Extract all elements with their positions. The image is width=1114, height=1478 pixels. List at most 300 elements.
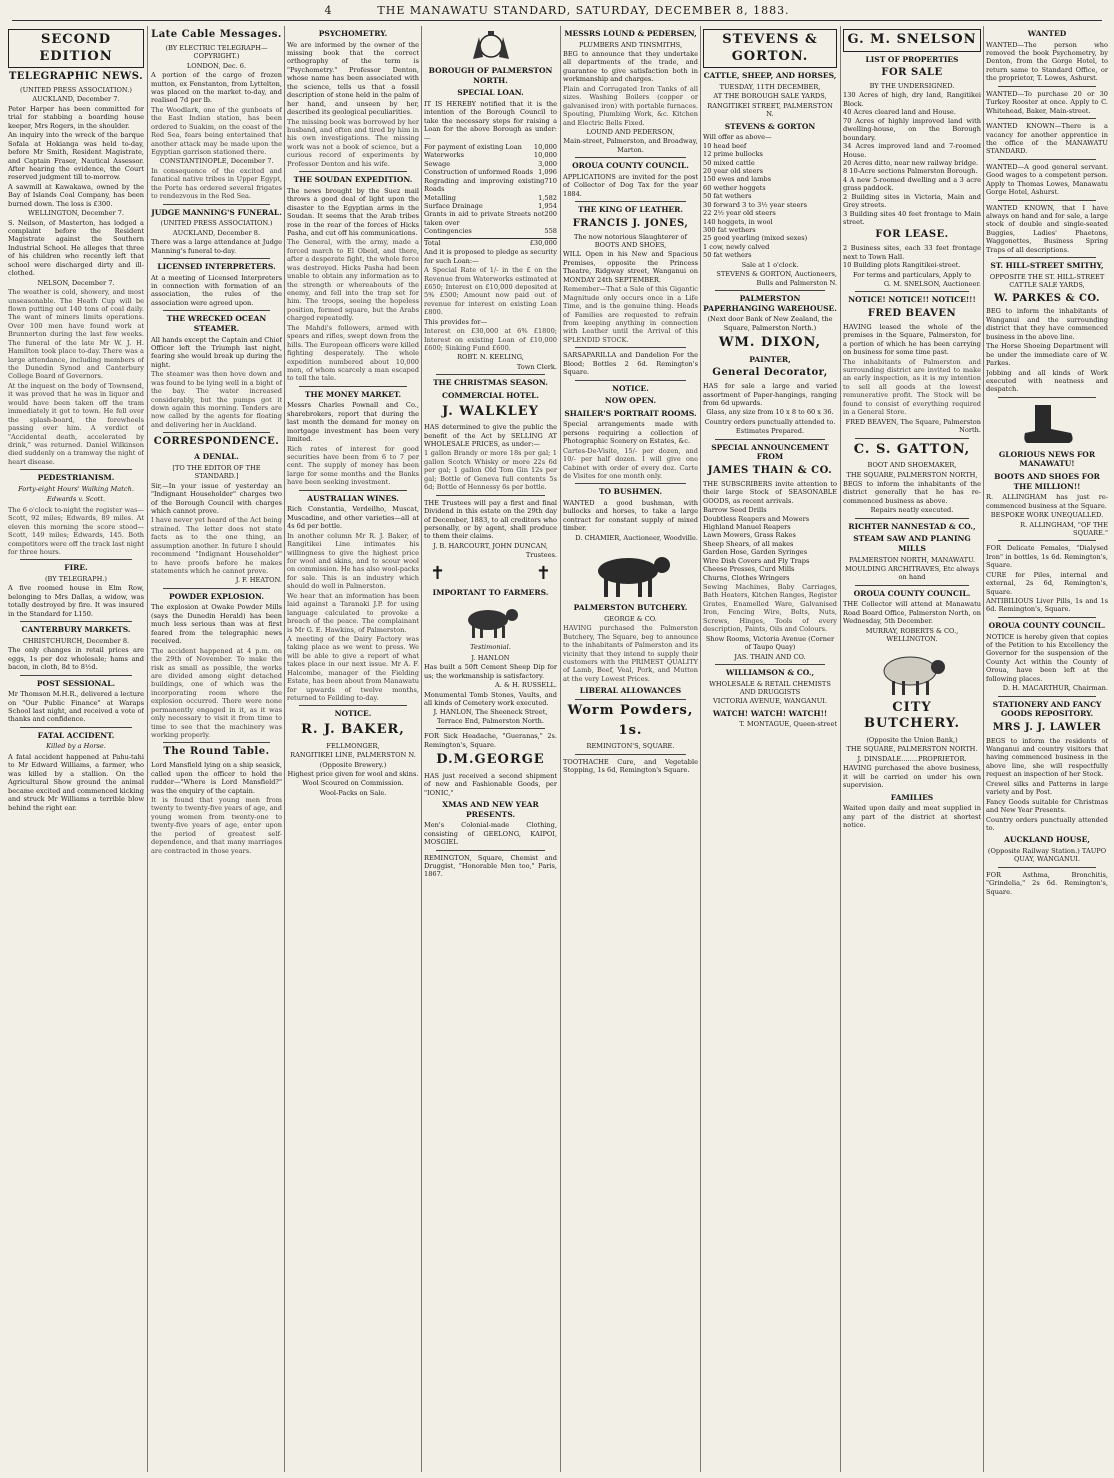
dateline: CHRISTCHURCH, December 8. xyxy=(22,636,130,645)
article-paragraph: BEG to inform the inhabitants of Wanganui and the surrounding district that they have commenced business in the above line. xyxy=(986,307,1108,341)
thain-item: Barrow Seed Drills xyxy=(703,506,767,515)
separator xyxy=(855,585,969,586)
glorious-heading: GLORIOUS NEWS FOR MANAWATU! xyxy=(998,449,1096,469)
oroua-heading: OROUA COUNTY COUNCIL. xyxy=(988,620,1106,630)
column-4 xyxy=(424,26,557,1472)
stock-item: 12 prime bullocks xyxy=(703,150,763,159)
separator xyxy=(575,754,686,755)
property-item: 34 Acres improved land and 7-roomed House. xyxy=(843,142,981,159)
wines-heading: AUSTRALIAN WINES. xyxy=(307,493,399,503)
separator xyxy=(163,258,270,259)
filler-text: A Special Rate of 1/- in the £ on the Revenue from Waterworks estimated at £650; Interest on £10,000 deposited at 5% £500; Amount now paid out of revenue for interest on existing Loan £800. xyxy=(424,266,557,317)
loan-amount: 10,000 xyxy=(533,151,557,160)
bushmen-heading: TO BUSHMEN. xyxy=(598,487,663,497)
special-heading: SPECIAL ANNOUNCEMENT FROM xyxy=(711,442,829,462)
signature: D. H. MACARTHUR, Chairman. xyxy=(1002,684,1108,693)
offer-line: Will offer as above— xyxy=(703,133,772,142)
separator xyxy=(998,200,1096,201)
loan-label: For payment of existing Loan xyxy=(424,142,522,151)
now-open-heading: NOW OPEN. xyxy=(604,396,657,406)
article-paragraph: A sawmill at Kawakawa, owned by the Bay of Islands Coal Company, has been burned down. The loss is £300. xyxy=(8,182,144,208)
separator xyxy=(998,617,1096,618)
auckland-house-heading: AUCKLAND HOUSE, xyxy=(1004,835,1090,845)
masthead-title: THE MANAWATU STANDARD, SATURDAY, DECEMBER 8, 1883. xyxy=(377,4,790,17)
editor-line: [TO THE EDITOR OF THE STANDARD.] xyxy=(172,463,261,481)
address: PALMERSTON NORTH, MANAWATU. xyxy=(848,555,976,564)
article-paragraph: Messrs Charles Pownall and Co., sharebrokers, report that during the last month the demand for money on mortgage investment has been very limited. xyxy=(287,401,419,444)
classified-ad: WANTED—To purchase 20 or 30 Turkey Rooster at once. Apply to C. Whitehead, Baker, Main-street. xyxy=(986,89,1108,115)
article-paragraph: WILL Open in his New and Spacious Premises, opposite the Princess Theatre, Ridgway street, Wanganui on MONDAY 24th SEPTEMBER. xyxy=(563,250,698,284)
separator xyxy=(20,469,132,470)
filler-text: We hear that an information has been laid against a Taranaki J.P. for using language calculated to provoke a breach of the peace. The complainant is Mr G. E. Hawkins, of Palmerston. xyxy=(287,591,419,634)
loan-row xyxy=(424,143,557,151)
article-paragraph: Special arrangements made with persons requiring a collection of Photographic Scenery on Estates, &c. xyxy=(563,420,698,446)
ad-line: MOULDING ARCHITRAVES, Etc always on hand xyxy=(844,564,980,582)
lawler-name: MRS J. J. LAWLER xyxy=(992,721,1102,733)
subheading: (BY TELEGRAPH.) xyxy=(44,574,107,583)
loan-table xyxy=(424,143,557,236)
column-divider xyxy=(700,26,701,1472)
wreck-heading: THE WRECKED OCEAN STEAMER. xyxy=(166,314,267,333)
testimonial-label: Testimonial. xyxy=(470,643,511,652)
signature: G. M. SNELSON, Auctioneer. xyxy=(883,280,981,288)
separator xyxy=(998,257,1096,258)
filler-text: The Woodlark, one of the gunboats of the East Indian station, has been ordered to Suakim, on the coast of the Red Sea, fears being entertained that another attack may be made upon the Egyptian garrison stationed there. xyxy=(151,105,282,157)
article-paragraph: Has built a 50ft Cement Sheep Dip for us; the workmanship is satisfactory. xyxy=(424,663,557,680)
address: THE SQUARE, PALMERSTON NORTH. xyxy=(846,745,978,754)
column-divider xyxy=(147,26,148,1472)
stock-item: 150 ewes and lambs xyxy=(703,175,772,184)
filler-text: Cartes-De-Visite, 15/- per dozen, and 10/- per half dozen. I will give one Cabinet with order of every doz. Carte de Visites for one month only. xyxy=(563,446,698,480)
stevens-gorton-heading: STEVENS & GORTON. xyxy=(703,29,837,68)
separator xyxy=(855,518,969,519)
loan-amount: 200 xyxy=(544,210,557,219)
thain-item: Cheese Presses, Curd Mills xyxy=(703,565,795,574)
separator xyxy=(855,291,969,292)
subheading: OPPOSITE THE ST. HILL-STREET CATTLE SALE YARDS, xyxy=(989,272,1105,290)
column-3 xyxy=(287,26,419,1472)
loan-amount: 710 xyxy=(544,176,557,185)
article-paragraph: Men's Colonial-made Clothing, consisting of GEELONG, KAIPOI, MOSGIEL xyxy=(424,821,557,847)
signature: LOUND AND PEDERSON, xyxy=(586,127,675,136)
separator xyxy=(299,490,407,491)
sheep-icon xyxy=(872,647,952,697)
filler-text: The steamer was then hove down and was found to be lying well in a bight of the bay. The water increased considerably, but the pumps got it down again this morning. Tenders are now called by the agents for floating and delivering her in Auckland. xyxy=(151,370,282,429)
property-item: 20 Acres ditto, near new railway bridge. xyxy=(843,158,979,167)
judge-heading: JUDGE MANNING'S FUNERAL. xyxy=(151,207,282,217)
lound-heading: MESSRS LOUND & PEDERSEN, xyxy=(564,29,697,38)
article-paragraph: HAVING leased the whole of the premises in the Square, Palmerston, for a portion of which he has been carrying on business for some time past. xyxy=(843,322,981,357)
subheading: The now notorious Slaughterer of BOOTS AND SHOES, xyxy=(574,232,687,250)
column-7 xyxy=(843,26,981,1472)
signature-title: Town Clerk. xyxy=(516,362,557,371)
stock-item: 10 head beef xyxy=(703,141,747,150)
filler-text: Rich rates of interest for good securities have been from 6 to 7 per cent. The supply of money has been large for some months and the Banks have been seeking investment. xyxy=(287,444,419,487)
stationery-heading: STATIONERY AND FANCY GOODS REPOSITORY. xyxy=(992,699,1102,719)
article-paragraph: Monumental Tomb Stones, Vaults, and all kinds of Cemetery work executed. xyxy=(424,690,557,707)
thain-item: Sheep Shears, of all makes xyxy=(703,539,794,548)
stock-item: 50 fat wethers xyxy=(703,251,752,260)
article-paragraph: An inquiry into the wreck of the barque Sofala at Hokianga was held to-day, before Mr Smith, Resident Magistrate, and Captain Fraser, Nautical Assessor. After hearing the evidence, the Court reserved judgment till to-morrow. xyxy=(8,131,144,182)
thain-item: Churns, Clothes Wringers xyxy=(703,573,790,582)
address: VICTORIA AVENUE, WANGANUI. xyxy=(712,697,828,706)
separator xyxy=(436,374,545,375)
special-loan-heading: SPECIAL LOAN. xyxy=(457,88,524,98)
stock-item: 300 fat wethers xyxy=(703,226,756,234)
fire-heading: FIRE. xyxy=(64,563,88,573)
fatal-heading: FATAL ACCIDENT. xyxy=(37,730,115,740)
trade: BOOT AND SHOEMAKER, xyxy=(867,461,957,470)
article-paragraph: The Horse Shoeing Department will be under the immediate care of W. Parkes. xyxy=(986,342,1108,368)
article-paragraph: BEGS to inform the residents of Wanganui and country visitors that having commenced business in the above line, she will respectfully request an inspection of her Stock. xyxy=(986,736,1108,779)
ad-line: BESPOKE WORK UNEQUALLED. xyxy=(990,511,1104,520)
property-item: 70 Acres of highly improved land with dwelling-house, on the Borough boundary. xyxy=(843,116,981,142)
signature: A. & H. RUSSELL. xyxy=(495,681,557,690)
loan-row xyxy=(424,202,557,210)
separator xyxy=(575,201,686,202)
notice-heading: NOTICE. xyxy=(334,709,372,719)
loan-label: Contingencies xyxy=(424,227,472,236)
interpreters-heading: LICENSED INTERPRETERS. xyxy=(157,262,276,272)
filler-text: The 6 o'clock to-night the register was—Scott, 92 miles; Edwards, 89 miles. At eleven this morning the score stood—Scott, 149 miles; Edwards, 145. Both competitors were off the track last night for three hours. xyxy=(8,505,144,556)
address: J. HANLON, The Sheeneck Street, Terrace End, Palmerston North. xyxy=(433,708,548,725)
ad-line: Country orders punctually attended to. xyxy=(704,417,836,426)
separator xyxy=(299,705,407,706)
article-paragraph: BEGS to inform the inhabitants of the district generally that he has re-commenced business as above. xyxy=(843,480,981,505)
filler-text: HAVING purchased the Palmerston Butchery, The Square, beg to announce to the inhabitants of Palmerston and its vicinity that they intend to supply their customers with the PRIMEST QUALITY of Lamb, Beef, Veal, Pork, and Mutton at the very Lowest Prices. xyxy=(563,624,698,683)
ad-paragraph: FOR Asthma, Bronchitis, "Grindelia," 2s 6d. Remington's, Square. xyxy=(986,870,1108,896)
thain-name: JAMES THAIN & CO. xyxy=(707,464,833,476)
lease-item: 2 Business sites, each 33 feet frontage next to Town Hall. xyxy=(843,244,981,261)
article-paragraph: HAS for sale a large and varied assortment of Paper-hangings, ranging from 6d upwards. xyxy=(703,382,837,408)
article-paragraph: BEG to announce that they undertake all departments of the trade, and guarantee to give satisfaction both in workmanship and charges. xyxy=(563,50,698,84)
sale-time: Sale at 1 o'clock. xyxy=(741,260,799,269)
subheading: BY THE UNDERSIGNED. xyxy=(869,82,955,91)
psychometry-heading: PSYCHOMETRY. xyxy=(318,29,388,38)
proprietor: J. DINSDALE........PROPRIETOR. xyxy=(857,754,967,763)
separator xyxy=(436,495,545,496)
presents-heading: XMAS AND NEW YEAR PRESENTS. xyxy=(442,800,539,819)
second-edition-heading: SECOND EDITION xyxy=(8,29,144,68)
property-item: 8 10-Acre sections Palmerston Borough. xyxy=(843,167,978,176)
sale-date: TUESDAY, 11TH DECEMBER, xyxy=(719,82,821,91)
article-paragraph: HAS determined to give the public the benefit of the Act by SELLING AT WHOLESALE PRICES, as under:— xyxy=(424,423,557,449)
bull-icon xyxy=(456,600,526,640)
loan-total: £30,000 xyxy=(529,238,557,247)
ad-line: Country orders punctually attended to. xyxy=(986,815,1108,832)
dateline: LONDON, Dec. 6. xyxy=(186,61,247,70)
ad-line: Estimates Prepared. xyxy=(735,427,805,436)
article-paragraph: At a meeting of Licensed Interpreters in connection with formation of an association, the rules of the association were agreed upon. xyxy=(151,273,282,307)
denial-heading: A DENIAL. xyxy=(194,452,239,462)
article-paragraph: Jobbing and all kinds of Work executed with neatness and despatch. xyxy=(986,368,1108,394)
ad-paragraph: ANTIBILIOUS Liver Pills, 1s and 1s 6d. Remington's, Square. xyxy=(986,597,1108,614)
boots-heading: BOOTS AND SHOES FOR THE MILLION!! xyxy=(994,472,1100,491)
article-paragraph: S. Neilson, of Masterton, has lodged a complaint before the Resident Magistrate against the Southern Industrial School. He alleges that three of his children who recently left that school were discharged dirty and ill-clothed. xyxy=(8,218,144,278)
farmers-heading: IMPORTANT TO FARMERS. xyxy=(432,587,549,597)
separator xyxy=(299,386,407,387)
signature: JAS. THAIN AND CO. xyxy=(734,652,806,661)
address: REMINGTON'S, SQUARE. xyxy=(586,742,675,751)
thain-item: Lawn Mowers, Grass Rakes xyxy=(703,531,796,540)
article-paragraph: The only changes in retail prices are eggs, 1s per doz wholesale; hams and bacon, in cloth, 8d to 8½d. xyxy=(8,646,144,672)
signature: T. MONTAGUE, Queen-street xyxy=(739,720,837,729)
stock-item: 1 cow, newly calved xyxy=(703,242,770,251)
dateline: AUCKLAND, December 8. xyxy=(172,228,261,237)
separator xyxy=(575,483,686,484)
loan-total-label: Total xyxy=(424,238,441,247)
column-divider xyxy=(560,26,561,1472)
address: THE SQUARE, PALMERSTON NORTH, xyxy=(846,470,978,479)
article-paragraph: Lord Mansfield lying on a ship seasick, called upon the officer to hold the rudder—"Where is Lord Mansfield?" was the enquiry of the captain. xyxy=(151,761,282,795)
ad-line: Wool-Packs on Sale. xyxy=(319,788,387,797)
masthead-rule xyxy=(12,20,1102,21)
signature: ROBT. N. KEELING, xyxy=(457,353,524,362)
stock-item: 20 year old steers xyxy=(703,166,764,175)
separator xyxy=(998,159,1096,160)
separator xyxy=(575,157,686,158)
loan-amount: 558 xyxy=(544,227,557,236)
masthead xyxy=(0,4,1114,17)
trade: FELLMONGER, xyxy=(326,741,380,750)
column-divider xyxy=(284,26,285,1472)
separator xyxy=(998,696,1096,697)
filler-text: I have never yet heard of the Act being strained. The letter does not state facts as to the one thing, an assumption another. In future I should recommend "Indignant Householder" to have proofs before he makes statements which he cannot prove. xyxy=(151,516,282,575)
article-paragraph: The news brought by the Suez mail throws a good deal of light upon the disaster to the Egyptian arms in the Soudan. It seems that the Arab tribes rose in the rear of the forces of Hicks Pasha, and cut off his communications. xyxy=(287,186,419,237)
commercial-hotel-heading: COMMERCIAL HOTEL. xyxy=(441,390,540,400)
filler-text: Sewing Machines, Baby Carriages, Bath Heaters, Kitchen Ranges, Register Grates, Enamelled Ware, Galvanised Iron, Fencing Wire, Bolts, Nuts, Screws, Hinges, Tools of every description, Paints, Oils and Colours. xyxy=(703,583,837,634)
stock-item: 60 wether hoggets xyxy=(703,183,766,192)
ad-line: Fancy Goods suitable for Christmas and New Year Presents. xyxy=(986,797,1108,815)
loan-label: Grants in aid to private Streets not taken over xyxy=(424,210,545,227)
loan-row xyxy=(424,194,557,202)
signature: J. F. HEATON. xyxy=(235,576,282,585)
separator xyxy=(715,664,825,665)
smithy-heading: ST. HILL-STREET SMITHY, xyxy=(990,261,1104,271)
thain-list xyxy=(703,506,837,582)
separator xyxy=(436,850,545,851)
subheading: (UNITED PRESS ASSOCIATION.) xyxy=(160,219,273,228)
classified-ad: WANTED—The person who removed the book Psychometry, by Denton, from the Gorge Hotel, to return same to Standard Office, or the proprietor, T. Lowes, Ashurst. xyxy=(986,40,1108,83)
address: Show Rooms, Victoria Avenue (Corner of Taupo Quay) xyxy=(705,634,835,652)
painter-label: PAINTER, xyxy=(749,354,791,364)
thain-item: Highland Manuel Reapers xyxy=(703,522,791,531)
ad-line: Highest price given for wool and skins. xyxy=(287,769,419,778)
article-paragraph: NOTICE is hereby given that copies of the Petition to his Excellency the Governor for the suspension of the County Act within the County of Oroua, have been left at the following places. xyxy=(986,632,1108,683)
loan-row xyxy=(424,227,557,235)
classified-ad: WANTED KNOWN—There is a vacancy for another apprentice in the office of the MANAWATU STANDARD. xyxy=(986,122,1108,156)
separator xyxy=(299,171,407,172)
filler-text: Plain and Corrugated Iron Tanks of all sizes. Washing Boilers (copper or galvanised iron) with portable furnaces. Spouting, Plumbing Work, &c. Kitchen and Electric Bells Fixed. xyxy=(563,84,698,127)
subheading: (Opposite the Union Bank,) xyxy=(866,735,958,744)
separator xyxy=(163,742,270,743)
borough-heading: BOROUGH OF PALMERSTON NORTH. xyxy=(428,66,553,85)
trustees-label: Trustees. xyxy=(525,551,557,560)
separator xyxy=(436,728,545,729)
address: (Opposite Brewery.) xyxy=(319,760,387,769)
article-paragraph: Rich Constantia, Verdeilho, Muscat, Muscadine, and other varieties—all at 4s 6d per bottle. xyxy=(287,505,419,531)
families-heading: FAMILIES xyxy=(890,792,934,802)
xmas-heading: THE CHRISTMAS SEASON. xyxy=(433,378,548,388)
separator xyxy=(20,675,132,676)
loan-label: Surface Drainage xyxy=(424,202,483,211)
ad-paragraph: FOR Sick Headache, "Gueranas," 2s. Remington's, Square. xyxy=(424,732,557,749)
column-1 xyxy=(8,26,144,1472)
king-heading: THE KING OF LEATHER. xyxy=(578,205,683,215)
press-assoc: (UNITED PRESS ASSOCIATION.) xyxy=(20,86,132,95)
stock-item: 30 forward 3 to 3½ year steers xyxy=(703,200,807,209)
subheading: Edwards v. Scott. xyxy=(46,495,106,504)
classified-ad: WANTED—A good general servant. Good wages to a competent person. Apply to Thomas Lowes, Manawatu Gorge Hotel, Ashurst. xyxy=(986,162,1108,197)
telegraphic-news-heading: TELEGRAPHIC NEWS. xyxy=(8,71,144,83)
loan-amount: 1,582 xyxy=(538,193,557,202)
notice-heading: NOTICE. xyxy=(612,383,649,393)
address: (Next door Bank of New Zealand, the Square, Palmerston North.) xyxy=(707,315,833,332)
column-divider xyxy=(840,26,841,1472)
separator xyxy=(163,310,270,311)
article-paragraph: WANTED a good bushman, with bullocks and horses, to take a large contract for constant supply of mixed timber. xyxy=(563,499,698,533)
trade: WHOLESALE & RETAIL CHEMISTS AND DRUGGISTS xyxy=(709,679,831,696)
sg-name: STEVENS & GORTON xyxy=(724,121,816,131)
filler-text: At the inquest on the body of Townsend, it was proved that he was in liquor and would have been taken off the tram immediately it got to town. He fell over the splash-board, the forewheels passing over him. A verdict of "Accidental death, accelerated by drink," was returned. Daniel Wilkinson died suddenly on a tramway the night of heart disease. xyxy=(8,381,144,466)
filler-text: The General, with the army, made a forced march to El Obeid, and there, after a desperate fight, the whole force was destroyed. Hicks Pasha had been unable to obtain any information as to the strength or whereabouts of the enemy, and fell into the trap set for him. The troops, seeing the hopeless position, formed square, but the Arabs charged repeatedly. xyxy=(287,238,419,323)
properties-list xyxy=(843,91,981,226)
watch-heading: WATCH! WATCH! WATCH!! xyxy=(712,708,828,718)
richter-name: RICHTER NANNESTAD & CO., xyxy=(848,521,976,531)
column-divider xyxy=(421,26,422,1472)
oroua-heading: OROUA COUNTY COUNCIL. xyxy=(572,161,689,171)
column-5 xyxy=(563,26,698,1472)
separator xyxy=(20,559,132,560)
loan-label: Construction of unformed Roads xyxy=(424,168,533,177)
pedestrianism-heading: PEDESTRIANISM. xyxy=(37,473,115,483)
article-paragraph: THE Trustees will pay a first and final Dividend in this estate on the 29th day of December, 1883, to all creditors who personally, or by agent, shall produce to them their claims. xyxy=(424,498,557,541)
ad-paragraph: TOOTHACHE Cure, and Vegetable Stopping, 1s 6d, Remington's Square. xyxy=(563,757,698,775)
royal-crest-icon xyxy=(469,29,513,63)
paperhanging-heading: PALMERSTON PAPERHANGING WAREHOUSE. xyxy=(703,294,837,313)
article-paragraph: IT IS HEREBY notified that it is the intention of the Borough Council to take the necessary steps for raising a Loan for the above Borough as under:— xyxy=(424,99,557,142)
separator xyxy=(575,380,686,381)
article-paragraph: A portion of the cargo of frozen mutton, ex Fenstanton, from Lyttelton, was placed on the market to-day, and realised 7d per lb. xyxy=(151,71,282,105)
provides: This provides for— xyxy=(424,317,488,326)
cable-heading: Late Cable Messages. xyxy=(151,29,282,40)
loan-label: Regrading and improving existing Roads xyxy=(424,176,545,194)
loan-amount: 1,954 xyxy=(538,202,557,211)
filler-text: Interest on £30,000 at 6% £1800; Interest on existing Loan of £10,000 £600; Sinking Fund £600. xyxy=(424,327,557,353)
article-paragraph: A five roomed house in Elm Row, belonging to Mrs Dallas, a widow, was totally destroyed by fire. It was insured in the Standard for L150. xyxy=(8,584,144,618)
separator xyxy=(163,204,270,205)
article-paragraph: R. ALLINGHAM has just re-commenced business at the Square. xyxy=(986,493,1108,510)
dateline: CONSTANTINOPLE, December 7. xyxy=(159,157,274,166)
article-paragraph: THE Collector will attend at Manawatu Road Board Office, Palmerston North, on Wednesday, 5th December. xyxy=(843,600,981,626)
property-item: 2 Building sites in Victoria, Main and Grey streets. xyxy=(843,192,981,210)
snelson-heading: G. M. SNELSON xyxy=(843,29,981,52)
loan-row xyxy=(424,177,557,194)
column-6 xyxy=(703,26,837,1472)
stock-item: 22 2½ year old steers xyxy=(703,209,776,218)
separator xyxy=(163,432,270,433)
parkes-name: W. PARKES & CO. xyxy=(993,292,1101,304)
worm-price: 1s. xyxy=(618,722,643,738)
ad-paragraph: SARSAPARILLA and Dandelion For the Blood; Bottles 2 6d. Remington's Square. xyxy=(563,351,698,377)
ad-line: Glass, any size from 10 x 8 to 60 x 36. xyxy=(706,408,834,417)
filler-text: Remember—That a Sale of this Gigantic Magnitude only occurs once in a Life Time, and is the genuine thing. Heads of Families are requested to refrain from keeping anything in connection with Leather until the Arrival of this SPLENDID STOCK. xyxy=(563,285,698,344)
round-table-heading: The Round Table. xyxy=(163,746,270,758)
notice-heading: NOTICE! NOTICE!! NOTICE!!! xyxy=(848,295,976,305)
classified-ad: WANTED KNOWN, that I have always on hand and for sale, a large stock of double and single-seated Buggies, Ladies' Phaetons, Waggonettes, Business Spring Traps of all descriptions. xyxy=(986,203,1108,254)
address: RANGITIKEI LINE, PALMERSTON N. xyxy=(290,751,416,760)
signature: R. ALLINGHAM, "OF THE SQUARE." xyxy=(1020,520,1108,537)
cross-icon: ✝ xyxy=(430,562,446,584)
stock-heading: CATTLE, SHEEP, AND HORSES, xyxy=(703,71,837,81)
article-paragraph: HAVING purchased the above business, it will be carried on under his own supervision. xyxy=(843,764,981,790)
dixon-name: WM. DIXON, xyxy=(718,335,822,351)
article-paragraph: HAS just received a second shipment of new and Fashionable Goods, per "IONIC," xyxy=(424,771,557,797)
money-market-heading: THE MONEY MARKET. xyxy=(304,389,402,399)
article-paragraph: Peter Harper has been committed for trial for stabbing a boarding house keeper, Mrs Rogers, in the shoulder. xyxy=(8,104,144,130)
address: Main-street, Palmerston, and Broadway, Marton. xyxy=(563,137,698,154)
properties-heading: LIST OF PROPERTIES xyxy=(865,54,959,64)
page-number: 4 xyxy=(324,4,333,17)
article-paragraph: THE SUBSCRIBERS invite attention to their large Stock of SEASONABLE GOODS, as recent arrivals. xyxy=(703,479,837,505)
column-2 xyxy=(151,26,282,1472)
lease-heading: FOR LEASE. xyxy=(875,229,949,241)
article-paragraph: Sir,—In your issue of yesterday an "Indignant Householder" charges two of the Borough Council with charges which cannot prove. xyxy=(151,481,282,515)
property-item: 3 Building sites 40 feet frontage to Main street. xyxy=(843,209,981,227)
separator xyxy=(998,867,1096,868)
signature: STEVENS & GORTON, Auctioneers, Bulls and Palmerston N. xyxy=(716,270,837,287)
lease-item: 10 Building plots Rangitikei-street. xyxy=(843,261,961,270)
filler-text: In another column Mr R. J. Baker, of Rangitikei Line intimates his willingness to give the highest price for wool and skins, and to scour wool on commission. He has also wool-packs for sale. This is an industry which should do well in Palmerston. xyxy=(287,531,419,591)
beaven-name: FRED BEAVEN xyxy=(867,308,957,320)
gatton-name: C. S. GATTON, xyxy=(853,441,971,457)
shailer-heading: SHAILER'S PORTRAIT ROOMS. xyxy=(564,408,697,418)
article-paragraph: All hands except the Captain and Chief Officer left the Triumph last night, fearing she would break up during the night. xyxy=(151,335,282,369)
dateline: NELSON, December 7. xyxy=(37,278,115,287)
article-paragraph: And it is proposed to pledge as security for such Loan:— xyxy=(424,248,557,265)
correspondence-heading: CORRESPONDENCE. xyxy=(153,436,280,448)
powder-heading: POWDER EXPLOSION. xyxy=(168,591,265,601)
george-name: GEORGE & CO. xyxy=(604,614,657,623)
separator xyxy=(20,727,132,728)
ad-paragraph: CURE for Piles, internal and external, 2s 6d, Remington's, Square. xyxy=(986,570,1108,596)
article-paragraph: There was a large attendance at Judge Manning's funeral to-day. xyxy=(151,238,282,255)
canterbury-heading: CANTERBURY MARKETS. xyxy=(21,625,131,635)
loan-amount: 3,000 xyxy=(538,159,557,168)
separator xyxy=(998,118,1096,119)
hanlon-name: J. HANLON xyxy=(471,653,510,662)
decorator-label: General Decorator, xyxy=(712,367,828,379)
thain-item: Doubtless Reapers and Mowers xyxy=(703,514,810,523)
cattle-icon xyxy=(586,545,676,600)
separator xyxy=(715,290,825,291)
thain-item: Wire Dish Covers and Fly Traps xyxy=(703,556,810,565)
loan-row xyxy=(424,151,557,159)
subheading: Forty-eight Hours' Walking Match. xyxy=(18,484,134,493)
loan-label: Sewage xyxy=(424,159,451,168)
ad-paragraph: FOR Delicate Females, "Dialysed Iron" in bottles, 1s 6d. Remington's, Square. xyxy=(986,544,1108,570)
separator xyxy=(998,86,1096,87)
signature: MURRAY, ROBERTS & CO., WELLINGTON. xyxy=(865,626,959,644)
separator xyxy=(998,397,1096,398)
ad-line: For terms and particulars, Apply to xyxy=(853,270,971,279)
filler-text: The inhabitants of Palmerston and surrounding district are invited to make an early inspection, as it is my intention to sell all goods at the lowest remunerative profit. The Stock will be found to consist of everything required in a General Store. xyxy=(843,357,981,417)
city-butchery-heading: CITY BUTCHERY. xyxy=(863,699,961,732)
loan-row xyxy=(424,160,557,168)
oroua-heading: OROUA COUNTY COUNCIL. xyxy=(853,588,971,598)
sale-yards: AT THE BOROUGH SALE YARDS, xyxy=(713,92,827,101)
filler-text: The Mahdi's followers, armed with spears and rifles, swept down from the hills. The European officers were killed fighting desperately. The whole expedition numbered about 10,000 men, of whom scarcely a man escaped to tell the tale. xyxy=(287,323,419,383)
